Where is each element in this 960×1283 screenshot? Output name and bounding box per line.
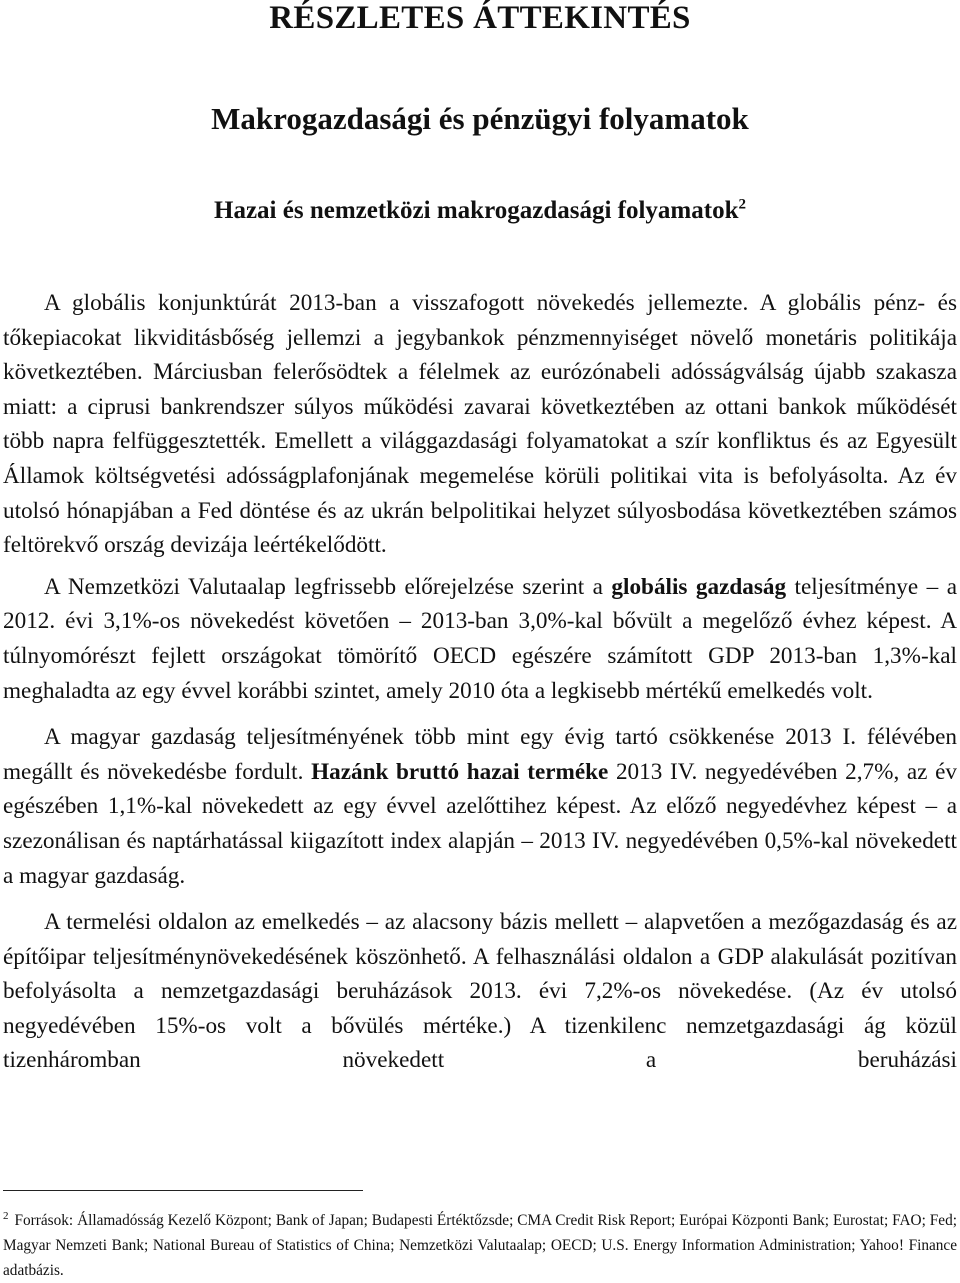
footnote-marker: 2 <box>3 1209 9 1222</box>
footnote-text: Források: Államadósság Kezelő Központ; Bank of Japan; Budapesti Értéktőzsde; CMA Credit Risk Report; Európai Központi Bank; Eurostat; FAO; Fed; Magyar Nemzeti Bank; National Bureau of Statistics of China; Nemzetközi Valutaalap; OECD; U.S. Energy Information Administration; Yahoo! Finance adatbázis. <box>3 1212 957 1279</box>
subsection-heading <box>0 197 960 225</box>
body-text <box>3 286 957 1078</box>
paragraph-text: teljesítménye – a 2012. évi 3,1%-os növekedést követően – 2013-ban 3,0%-kal bővült a megelőző évhez képest. A túlnyomórészt fejlett országokat tömörítő OECD egészére számított GDP 2013-ban 1,3%-kal meghaladta az egy évvel korábbi szintet, amely 2010 óta a legkisebb mértékű emelkedés volt. <box>3 573 957 704</box>
paragraph-global-economy: A globális konjunktúrát 2013-ban a visszafogott növekedés jellemezte. A globális pénz- és tőkepiacokat likviditásbőség jellemzi a jegybankok pénzmennyiséget növelő monetáris politikája következtében. Márciusban felerősödtek a félelmek az eurózónabeli adósságválság újabb szakasza miatt: a ciprusi bankrendszer súlyos működési zavarai következtében az ottani bankok működését több napra felfüggesztették. Emellett a világgazdasági folyamatokat a szír konfliktus és az Egyesült Államok költségvetési adósságplafonjának megemelése körüli politikai vita is befolyásolta. Az év utolsó hónapjában a Fed döntése és az ukrán belpolitikai helyzet súlyosbodása következtében számos feltörekvő ország devizája leértékelődött. <box>3 290 957 559</box>
section-heading: Makrogazdasági és pénzügyi folyamatok <box>211 101 749 136</box>
paragraph-production-side: A termelési oldalon az emelkedés – az alacsony bázis mellett – alapvetően a mezőgazdaság és az építőipar teljesítménynövekedésének köszönhető. A felhasználási oldalon a GDP alakulását pozitívan befolyásolta a nemzetgazdasági beruházások 2013. évi 7,2%-os növekedése. (Az év utolsó negyedévében 15%-os volt a bővülés mértéke.) A tizenkilenc nemzetgazdasági ág közül tizenháromban növekedett a beruházási <box>3 909 957 1074</box>
paragraph-text: A Nemzetközi Valutaalap legfrissebb előrejelzése szerint a <box>44 573 612 600</box>
emphasis-global-economy: globális gazdaság <box>611 573 787 600</box>
paragraph-imf-forecast <box>3 570 957 708</box>
emphasis-gdp: Hazánk bruttó hazai terméke <box>311 758 609 785</box>
paragraph-text: 2013 IV. negyedévében 2,7%, az év egészében 1,1%-kal növekedett az egy évvel azelőttihez képest. Az előző negyedévhez képest – a szezonálisan és naptárhatással kiigazított index alapján – 2013 IV. negyedévében 0,5%-kal növekedett a magyar gazdaság. <box>3 758 957 889</box>
paragraph-text: A magyar gazdaság teljesítményének több mint egy évig tartó csökkenése 2013 I. félévében megállt és növekedésbe fordult. <box>3 724 957 785</box>
paragraph-hungarian-gdp <box>3 720 957 893</box>
footnote-reference[interactable]: 2 <box>738 196 746 213</box>
subsection-heading-text: Hazai és nemzetközi makrogazdasági folyamatok <box>214 197 739 224</box>
footnote-divider <box>3 1190 363 1191</box>
footnote <box>3 1208 957 1283</box>
page-title: RÉSZLETES ÁTTEKINTÉS <box>269 0 691 36</box>
